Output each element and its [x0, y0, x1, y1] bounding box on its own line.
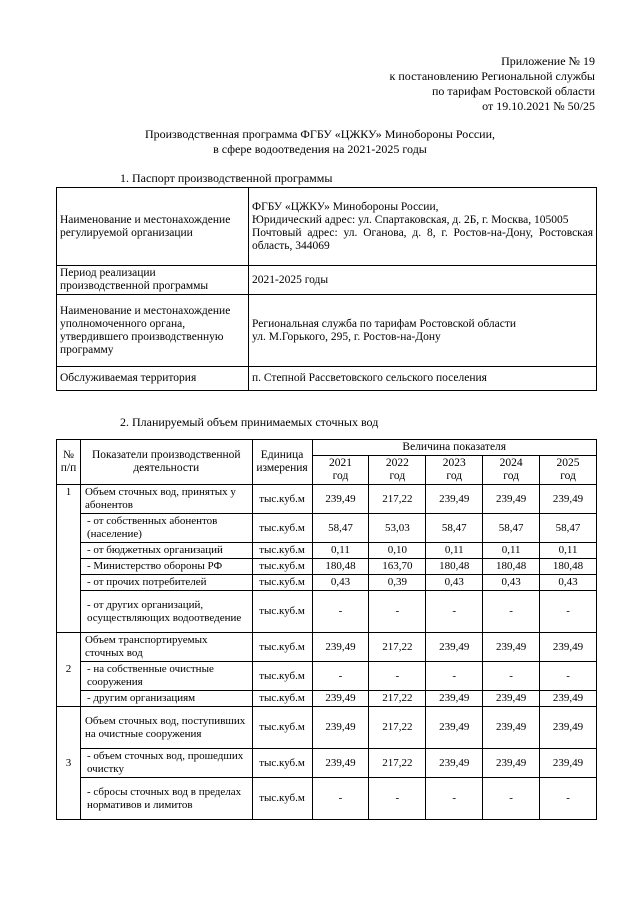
unit-cell: тыс.куб.м [252, 633, 312, 662]
passport-row [57, 367, 597, 391]
passport-value [249, 266, 597, 295]
year-label: год [332, 470, 349, 482]
passport-value-line: Почтовый адрес: ул. Оганова, д. 8, г. Ростов-на-Дону, Ростовская область, 344069 [252, 226, 593, 252]
value-cell: 180,48 [426, 559, 483, 575]
year-label: год [560, 470, 576, 482]
header-year [483, 456, 540, 485]
table-row [57, 778, 597, 820]
appendix-header [390, 54, 595, 114]
value-cell: 239,49 [426, 691, 483, 707]
indicator-name: - сбросы сточных вод в пределах нормативов и лимитов [80, 778, 252, 820]
passport-value-line: Региональная служба по тарифам Ростовской области [252, 317, 517, 330]
table-row [57, 543, 597, 559]
passport-key: Обслуживаемая территория [57, 367, 249, 391]
unit-cell: тыс.куб.м [252, 749, 312, 778]
value-cell: 239,49 [483, 633, 540, 662]
appendix-line: к постановлению Региональной службы [389, 69, 595, 83]
value-cell: 239,49 [540, 749, 597, 778]
table-row [57, 591, 597, 633]
value-cell: 53,03 [369, 514, 426, 543]
indicator-name: - объем сточных вод, прошедших очистку [80, 749, 252, 778]
value-cell: 58,47 [540, 514, 597, 543]
value-cell: 0,43 [426, 575, 483, 591]
value-cell: 239,49 [540, 707, 597, 749]
value-cell: - [426, 591, 483, 633]
indicator-name: - на собственные очистные сооружения [80, 662, 252, 691]
value-cell: 0,43 [540, 575, 597, 591]
value-cell: 239,49 [483, 485, 540, 514]
table-row [57, 575, 597, 591]
value-cell: 0,39 [369, 575, 426, 591]
year-label: год [389, 470, 406, 482]
value-cell: 239,49 [312, 749, 369, 778]
value-cell: 58,47 [483, 514, 540, 543]
table-row [57, 749, 597, 778]
passport-value-line: Юридический адрес: ул. Спартаковская, д. 2Б, г. Москва, 105005 [252, 213, 569, 226]
value-cell: - [426, 778, 483, 820]
unit-cell: тыс.куб.м [252, 691, 312, 707]
value-cell: 0,43 [483, 575, 540, 591]
header-year [426, 456, 483, 485]
title-line: в сфере водоотведения на 2021-2025 годы [213, 142, 427, 156]
value-cell: 239,49 [312, 633, 369, 662]
table-row [57, 485, 597, 514]
unit-cell: тыс.куб.м [252, 559, 312, 575]
passport-row [57, 188, 597, 266]
header-year [369, 456, 426, 485]
value-cell: 239,49 [483, 749, 540, 778]
value-cell: - [312, 778, 369, 820]
passport-value-line: п. Степной Рассветовского сельского поселения [252, 372, 487, 384]
value-cell: - [483, 591, 540, 633]
value-cell: 217,22 [369, 707, 426, 749]
title-line: Производственная программа ФГБУ «ЦЖКУ» Минобороны России, [144, 127, 496, 141]
passport-row [57, 266, 597, 295]
value-cell: 217,22 [369, 485, 426, 514]
header-year [312, 456, 369, 485]
indicator-name: - Министерство обороны РФ [80, 559, 252, 575]
value-cell: 163,70 [369, 559, 426, 575]
indicator-name: Объем сточных вод, принятых у абонентов [80, 485, 252, 514]
header-indicator: Показатели производственной деятельности [80, 440, 252, 485]
unit-cell: тыс.куб.м [252, 485, 312, 514]
value-cell: 239,49 [426, 749, 483, 778]
value-cell: 0,11 [540, 543, 597, 559]
value-cell: 239,49 [312, 707, 369, 749]
year-number: 2023 [442, 457, 466, 469]
value-cell: 239,49 [540, 633, 597, 662]
value-cell: 239,49 [540, 485, 597, 514]
passport-value [249, 295, 597, 367]
value-cell: 0,11 [483, 543, 540, 559]
value-cell: - [312, 591, 369, 633]
passport-key: Период реализации производственной программы [57, 266, 249, 295]
document-title [0, 127, 640, 157]
passport-row [57, 295, 597, 367]
table-row [57, 514, 597, 543]
value-cell: - [483, 662, 540, 691]
year-label: год [503, 470, 519, 482]
table-row [57, 633, 597, 662]
section-2-heading: 2. Планируемый объем принимаемых сточных вод [120, 415, 379, 429]
value-cell: 239,49 [483, 691, 540, 707]
table-row [57, 662, 597, 691]
table-header-row [57, 440, 597, 456]
header-number: № п/п [57, 440, 81, 485]
indicator-name: - от прочих потребителей [80, 575, 252, 591]
value-cell: - [540, 591, 597, 633]
value-cell: 0,10 [369, 543, 426, 559]
value-cell: 58,47 [426, 514, 483, 543]
unit-cell: тыс.куб.м [252, 575, 312, 591]
unit-cell: тыс.куб.м [252, 778, 312, 820]
value-cell: - [312, 662, 369, 691]
table-body [57, 485, 597, 820]
value-cell: 239,49 [312, 485, 369, 514]
appendix-line: Приложение № 19 [501, 54, 595, 68]
value-cell: 217,22 [369, 691, 426, 707]
table-row [57, 559, 597, 575]
value-cell: - [369, 662, 426, 691]
unit-cell: тыс.куб.м [252, 543, 312, 559]
passport-table [56, 187, 597, 391]
header-year [540, 456, 597, 485]
value-cell: 180,48 [312, 559, 369, 575]
value-cell: 0,11 [426, 543, 483, 559]
value-cell: - [540, 662, 597, 691]
table-row [57, 707, 597, 749]
indicator-name: Объем сточных вод, поступивших на очистные сооружения [80, 707, 252, 749]
value-cell: 58,47 [312, 514, 369, 543]
year-number: 2025 [556, 457, 580, 469]
header-unit: Единица измерения [252, 440, 312, 485]
appendix-line: по тарифам Ростовской области [431, 84, 595, 98]
passport-value-line: 2021-2025 годы [252, 273, 329, 286]
indicator-name: - от собственных абонентов (население) [80, 514, 252, 543]
passport-value-line: ул. М.Горького, 295, г. Ростов-на-Дону [252, 330, 441, 343]
header-value: Величина показателя [312, 440, 596, 456]
value-cell: - [540, 778, 597, 820]
value-cell: 239,49 [426, 633, 483, 662]
value-cell: 239,49 [312, 691, 369, 707]
indicator-name: - другим организациям [80, 691, 252, 707]
value-cell: 239,49 [426, 707, 483, 749]
indicator-name: - от бюджетных организаций [80, 543, 252, 559]
value-cell: - [369, 778, 426, 820]
indicator-name: Объем транспортируемых сточных вод [80, 633, 252, 662]
value-cell: - [483, 778, 540, 820]
value-cell: 180,48 [483, 559, 540, 575]
passport-key: Наименование и местонахождение уполномоченного органа, утвердившего производственную программу [57, 295, 249, 367]
value-cell: 239,49 [426, 485, 483, 514]
year-number: 2021 [328, 457, 352, 469]
unit-cell: тыс.куб.м [252, 591, 312, 633]
value-cell: 0,11 [312, 543, 369, 559]
year-number: 2022 [385, 457, 409, 469]
year-number: 2024 [499, 457, 523, 469]
unit-cell: тыс.куб.м [252, 514, 312, 543]
value-cell: - [369, 591, 426, 633]
unit-cell: тыс.куб.м [252, 707, 312, 749]
value-cell: 239,49 [483, 707, 540, 749]
row-number: 2 [57, 633, 81, 707]
passport-key: Наименование и местонахождение регулируемой организации [57, 188, 249, 266]
passport-value-line: ФГБУ «ЦЖКУ» Минобороны России, [252, 200, 439, 213]
value-cell: 217,22 [369, 749, 426, 778]
passport-value [249, 367, 597, 391]
value-cell: 217,22 [369, 633, 426, 662]
row-number: 1 [57, 485, 81, 633]
appendix-line: от 19.10.2021 № 50/25 [482, 99, 595, 113]
value-cell: 239,49 [540, 691, 597, 707]
value-cell: 0,43 [312, 575, 369, 591]
value-cell: - [426, 662, 483, 691]
table-row [57, 691, 597, 707]
year-label: год [446, 470, 463, 482]
section-1-heading: 1. Паспорт производственной программы [120, 171, 333, 185]
unit-cell: тыс.куб.м [252, 662, 312, 691]
wastewater-volume-table [56, 439, 597, 820]
indicator-name: - от других организаций, осуществляющих водоотведение [80, 591, 252, 633]
row-number: 3 [57, 707, 81, 820]
value-cell: 180,48 [540, 559, 597, 575]
passport-value [249, 188, 597, 266]
